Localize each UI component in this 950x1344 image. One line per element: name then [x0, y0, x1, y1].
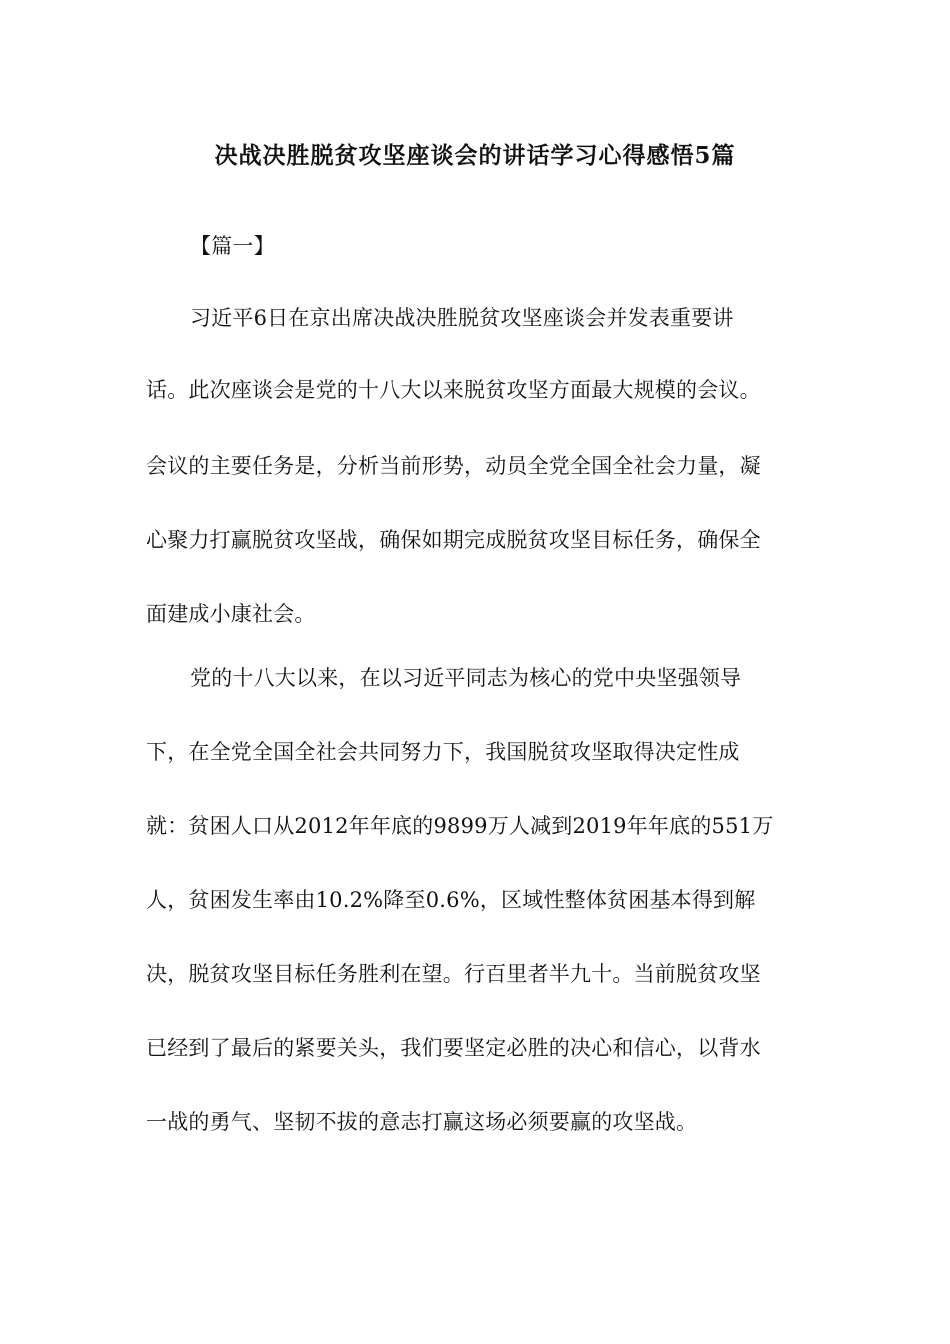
paragraph-line: 人，贫困发生率由10.2%降至0.6%，区域性整体贫困基本得到解: [146, 888, 756, 912]
paragraph-line: 就：贫困人口从2012年年底的9899万人减到2019年年底的551万: [146, 814, 774, 838]
paragraph-line: 一战的勇气、坚韧不拔的意志打赢这场必须要赢的攻坚战。: [146, 1110, 698, 1134]
paragraph-line: 已经到了最后的紧要关头，我们要坚定必胜的决心和信心，以背水: [146, 1036, 761, 1060]
paragraph-line: 党的十八大以来，在以习近平同志为核心的党中央坚强领导: [190, 666, 742, 690]
document-title: 决战决胜脱贫攻坚座谈会的讲话学习心得感悟5篇: [214, 142, 736, 169]
paragraph-line: 下，在全党全国全社会共同努力下，我国脱贫攻坚取得决定性成: [146, 740, 740, 764]
paragraph-line: 会议的主要任务是，分析当前形势，动员全党全国全社会力量，凝: [146, 454, 761, 478]
paragraph-line: 习近平6日在京出席决战决胜脱贫攻坚座谈会并发表重要讲: [190, 306, 734, 330]
paragraph-line: 面建成小康社会。: [146, 602, 316, 626]
section-heading: 【篇一】: [190, 234, 275, 258]
paragraph-line: 决，脱贫攻坚目标任务胜利在望。行百里者半九十。当前脱贫攻坚: [146, 962, 761, 986]
paragraph-line: 心聚力打赢脱贫攻坚战，确保如期完成脱贫攻坚目标任务，确保全: [146, 528, 761, 552]
paragraph-line: 话。此次座谈会是党的十八大以来脱贫攻坚方面最大规模的会议。: [146, 378, 761, 402]
